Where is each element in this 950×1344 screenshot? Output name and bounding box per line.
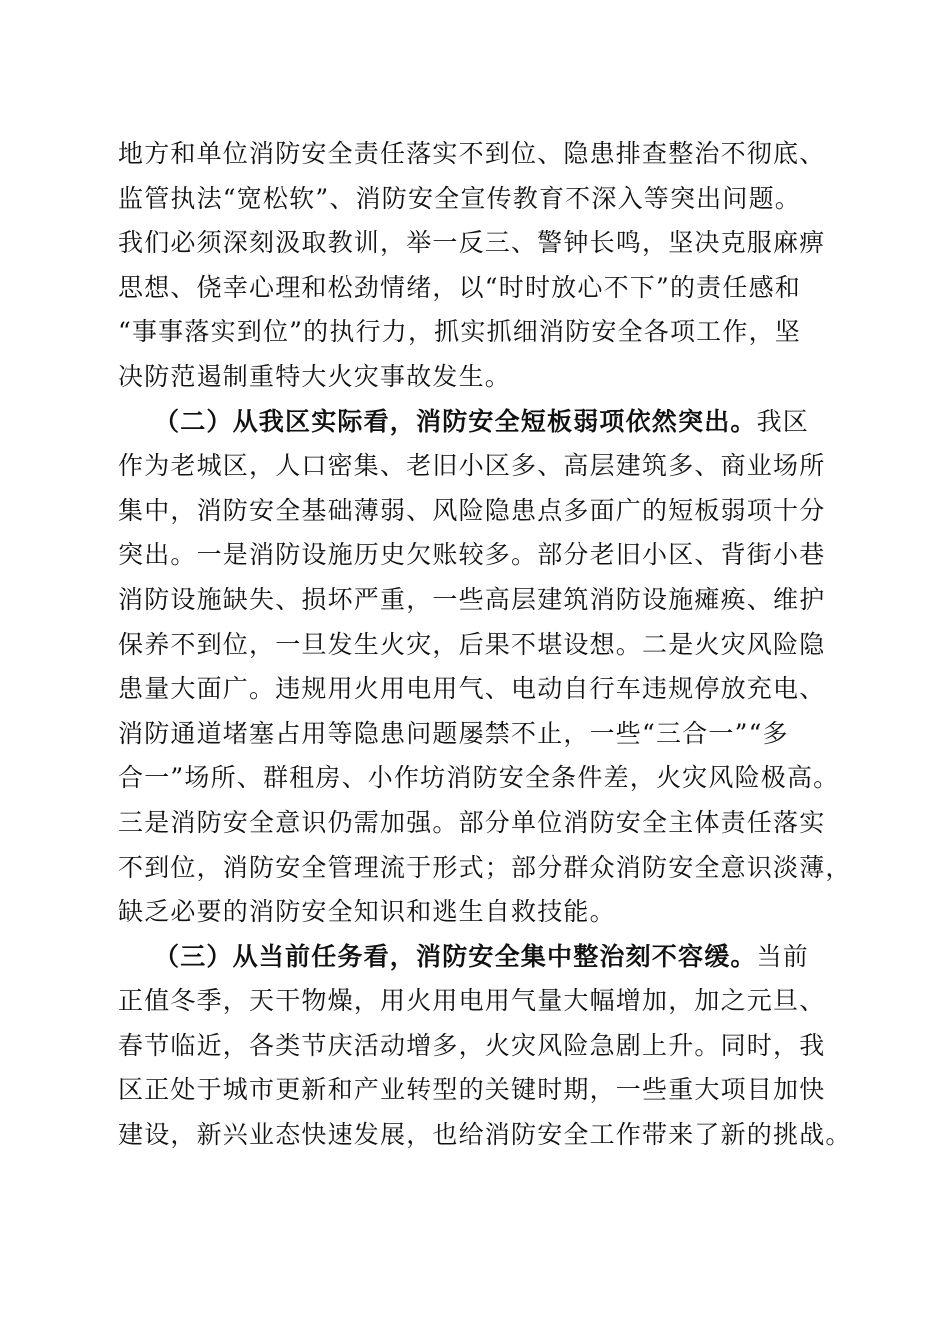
text-line: 春节临近，各类节庆活动增多，火灾风险急剧上升。同时，我 xyxy=(118,1030,826,1060)
paragraph-1 xyxy=(118,132,838,400)
section-heading: （二）从我区实际看，消防安全短板弱项依然突出。 xyxy=(154,406,757,436)
text-line: 区正处于城市更新和产业转型的关键时期，一些重大项目加快 xyxy=(118,1075,826,1105)
paragraph-first-line xyxy=(118,935,838,980)
paragraph-first-line xyxy=(118,400,838,445)
text-line: 保养不到位，一旦发生火灾，后果不堪设想。二是火灾风险隐 xyxy=(118,629,826,659)
text-line: 思想、侥幸心理和松劲情绪，以“时时放心不下”的责任感和 xyxy=(118,272,801,302)
text-line: 消防设施缺失、损坏严重，一些高层建筑消防设施瘫痪、维护 xyxy=(118,584,826,614)
text-line: 合一”场所、群租房、小作坊消防安全条件差，火灾风险极高。 xyxy=(118,763,840,793)
text-line: 正值冬季，天干物燥，用火用电用气量大幅增加，加之元旦、 xyxy=(118,986,826,1016)
text-line: 地方和单位消防安全责任落实不到位、隐患排查整治不彻底、 xyxy=(118,139,826,168)
paragraph-2 xyxy=(118,400,852,935)
text-line: 集中，消防安全基础薄弱、风险隐患点多面广的短板弱项十分 xyxy=(118,495,826,525)
document-body xyxy=(118,132,852,1158)
text-line: 三是消防安全意识仍需加强。部分单位消防安全主体责任落实 xyxy=(118,807,826,837)
text-line: 患量大面广。违规用火用电用气、电动自行车违规停放充电、 xyxy=(118,674,826,704)
text-line: 作为老城区，人口密集、老旧小区多、高层建筑多、商业场所 xyxy=(118,451,826,481)
text-line: 我们必须深刻汲取教训，举一反三、警钟长鸣，坚决克服麻痹 xyxy=(118,228,826,258)
paragraph-3 xyxy=(118,935,852,1158)
text-line: 消防通道堵塞占用等隐患问题屡禁不止，一些“三合一”“多 xyxy=(118,718,789,748)
section-heading: （三）从当前任务看，消防安全集中整治刻不容缓。 xyxy=(154,941,757,971)
text-run: 当前 xyxy=(756,941,810,971)
text-line: 决防范遏制重特大火灾事故发生。 xyxy=(118,361,512,391)
text-line: 缺乏必要的消防安全知识和逃生自救技能。 xyxy=(118,897,616,927)
text-line: 不到位，消防安全管理流于形式；部分群众消防安全意识淡薄， xyxy=(118,852,852,882)
text-line: 突出。一是消防设施历史欠账较多。部分老旧小区、背街小巷 xyxy=(118,540,826,570)
text-run: 我区 xyxy=(756,406,810,436)
text-line: “事事落实到位”的执行力，抓实抓细消防安全各项工作，坚 xyxy=(118,317,801,347)
text-line: 监管执法“宽松软”、消防安全宣传教育不深入等突出问题。 xyxy=(118,183,801,213)
text-line: 建设，新兴业态快速发展，也给消防安全工作带来了新的挑战。 xyxy=(118,1120,852,1150)
